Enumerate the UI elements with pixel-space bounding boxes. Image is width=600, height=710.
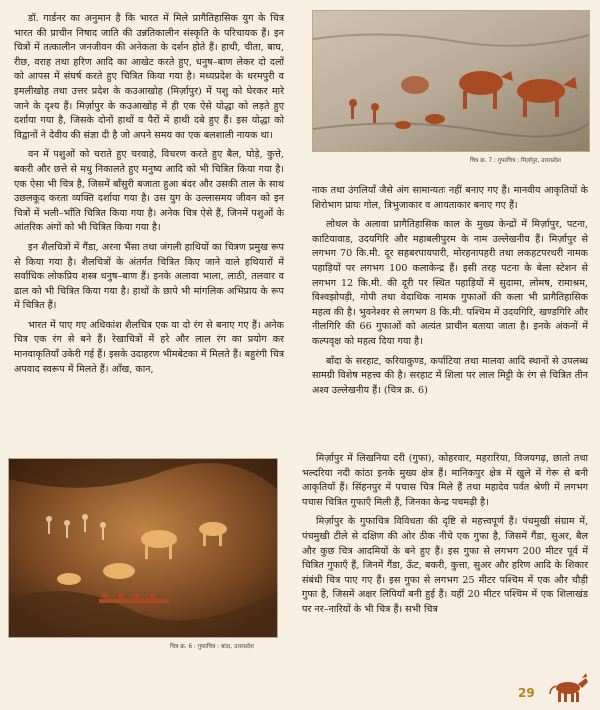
rock-art-illustration: [313, 11, 589, 151]
paragraph: लोथल के अलावा प्रागैतिहासिक काल के मुख्य केन्द्रों में मिर्ज़ापुर, पटना, काटियावाड, उदयगिरि और महाबलीपुरम के नाम उल्लेखनीय हैं। मिर्ज़ापुर से लगभग 70 कि.मी. दूर सहबरपायपारी, मोरहनापहरी तथा लकहटपरथरी नामक पहाड़ियों पर लगभग 100 कलाकेन्द्र हैं। इसी तरह पटना के बेला स्टेशन से लगभग 12 कि.मी. की दूरी पर स्थित पहाड़ियों में सुदामा, लोमष, रामाश्रम, विश्वझोपड़ी, गोपी तथा वेदाथिक नामक गुफाओं की कला भी प्रागैतिहासिक महत्व की है। भुवनेश्वर से लगभग 8 कि.मी. पश्चिम में उदयगिरि, खण्डगिरि और नीलगिरि की 66 गुफाओं को अत्यंत प्राचीन बताया जाता है। इनके अंकनों में कल्पवृक्ष को महत्व दिया गया है।: [312, 219, 588, 347]
paragraph: मिर्ज़ापुर के गुफाचित्र विविधता की दृष्टि से महत्त्वपूर्ण हैं। पंचमुखी संग्राम में, पंचमुखी टीले से दक्षिण की ओर ठीक नीचे एक गुफा है, जिसमें गैंडा, सुअर, बैल और कुछ चित्र आदमियों के बने हुए हैं। इस गुफा से लगभग 200 मीटर पूर्व में चित्रित गुफाएँ हैं, जिनमें गैंडा, ऊँट, बकरी, कुत्ता, सुअर और हरिण आदि के शिकार संबंधी चित्र पाए गए हैं। इस गुफा से लगभग 25 मीटर पश्चिम में एक और चौड़ी गुफा है, जिसमें अक्षर लिपियाँ बनी हुई हैं। यहीं 20 मीटर पश्चिम में एक शिलाखंड पर नर–नारियों के भी चित्र हैं। सभी चित्र: [302, 516, 588, 615]
figure-6-caption: चित्र क्र. 6 : गुफाचित्र : बांदा, उत्तरप्रदेश: [170, 644, 254, 650]
paragraph: इन शैलचित्रों में गैंडा, अरना भैंसा तथा जंगली हाथियों का चित्रण प्रमुख रूप से किया गया है। शैलचित्रों के अंतर्गत चित्रित किए जाने वाले हथियारों में सर्वाधिक लोकप्रिय शस्त्र धनुष–बाण हैं। इनके अलावा भाला, लाठी, तलवार व ढाल को भी चित्रित किया गया है। हाथों के छापे भी मांगलिक अभिप्राय के रूप में चित्रित हैं।: [14, 241, 284, 312]
left-column: [14, 12, 284, 382]
cave-painting-photo-6: [8, 458, 278, 638]
paragraph: मिर्ज़ापुर में लिखनिया दरी (गुफा), कोहरवार, महरारिया, विजयगढ़, छातो तथा भल्दरिया नदी कांठा इनके मुख्य क्षेत्र हैं। मानिकपुर क्षेत्र में खुले में गेरू से बनी आकृतियाँ हैं। सिंहनपुर में पचास चित्र मिले हैं तथा महादेव पर्वत श्रेणी में लगभग पचास चित्रित गुफाएँ मिली हैं, जिनका केन्द्र पचमढ़ी है।: [302, 453, 588, 508]
bull-emblem-icon: [548, 672, 590, 704]
paragraph: नाक तथा उंगलियाँ जैसे अंग सामान्यतः नहीं बनाए गए हैं। मानवीय आकृतियों के शिरोभाग प्रायः गोल, त्रिभुजाकार व आयताकार बनाए गए हैं।: [312, 185, 588, 211]
paragraph: वन में पशुओं को चराते हुए चरवाहे, विचरण करते हुए बैल, घोड़े, कुत्ते, बकरी और छत्ते से मधु निकालते हुए मनुष्य आदि को भी चित्रित किया गया है। एक ऐसा भी चित्र है, जिसमें बाँसुरी बजाता हुआ बंदर और उसकी ताल के साथ उछलकूद करता व्यक्ति दर्शाया गया है। उस युग के उल्लासमय जीवन को इन चित्रों में भली–भाँति चित्रित किया गया है। अनेक चित्र ऐसे हैं, जिनमें पशुओं के आंतरिक अंगों को भी चित्रित किया गया है।: [14, 149, 284, 234]
page-number: 29: [518, 686, 535, 700]
paragraph: डॉ. गार्डनर का अनुमान है कि भारत में मिले प्रागैतिहासिक युग के चित्र भारत की प्राचीन निषाद जाति की उन्नतिकालीन संस्कृति के परिचायक हैं। इन चित्रों में तत्कालीन जनजीवन की अनेकता के दर्शन होते हैं। हाथी, चीता, बाघ, रीछ, वराह तथा हरिण आदि का आखेट करते हुए, धनुष–बाण लेकर दो दलों को आपस में संघर्ष करते हुए चित्रित किया गया है। मध्यप्रदेश के धरमपुरी व इमलीखोह तथा उत्तर प्रदेश के कउआखोह (मिर्ज़ापुर) में पशु को घेरकर मारे जाने के दृश्य हैं। मिर्ज़ापुर के कउआखोह में ही एक ऐसे योद्धा को लड़ते हुए दर्शाया गया है, जिसके दोनों हाथों व पैरों में हाथी दबे हुए हैं। इस योद्धा को विद्वानों ने देवीय की संज्ञा दी है जो अपने समय का एक बलशाली नायक था।: [14, 13, 284, 141]
cave-painting-photo-7: [312, 10, 590, 152]
paragraph: भारत में पाए गए अधिकांश शैलचित्र एक या दो रंग से बनाए गए हैं। अनेक चित्र एक रंग से बने हैं। रेखाचित्रों में हरे और लाल रंग का प्रयोग कर मानवाकृतियाँ उकेरी गई हैं। इसके उदाहरण भीमबेटका में मिलते हैं। बहुरंगी चित्र अपवाद स्वरूप में मिलते हैं। आँख, कान,: [14, 319, 284, 375]
rock-art-illustration: [9, 459, 277, 637]
paragraph: बाँदा के सरहाट, करियाकुण्ड, कर्पाटिया तथा मालवा आदि स्थानों से उपलब्ध सामग्री विशेष महत्त्व की है। सरहाट में शिला पर लाल मिट्टी के रंग से चित्रित तीन अश्व उल्लेखनीय हैं। (चित्र क्र. 6): [312, 355, 588, 396]
figure-7-caption: चित्र क्र. 7 : गुफाचित्र : मिर्ज़ापुर, उत्तरप्रदेश: [470, 158, 561, 164]
right-column: [312, 184, 588, 403]
right-bottom-column: [302, 452, 588, 623]
